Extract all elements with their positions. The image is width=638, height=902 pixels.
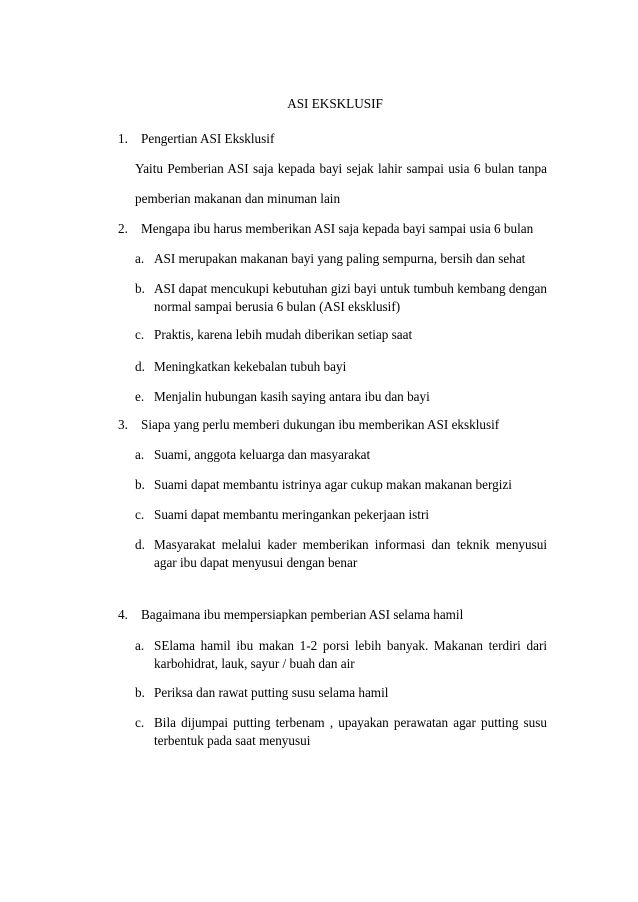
item-text: Praktis, karena lebih mudah diberikan setiap saat	[154, 327, 413, 342]
item-text: ASI merupakan makanan bayi yang paling sempurna, bersih dan sehat	[154, 251, 526, 266]
item-text: ASI dapat mencukupi kebutuhan gizi bayi untuk tumbuh kembang dengan normal sampai berusia 6 bulan (ASI eksklusif)	[154, 281, 547, 314]
section-number: 2.	[118, 221, 128, 236]
item-text: Periksa dan rawat putting susu selama hamil	[154, 685, 389, 700]
item-letter: c.	[135, 507, 145, 522]
section-title: Mengapa ibu harus memberikan ASI saja kepada bayi sampai usia 6 bulan	[141, 221, 534, 236]
item-text: Masyarakat melalui kader memberikan informasi dan teknik menyusui agar ibu dapat menyusui dengan benar	[154, 537, 547, 570]
definition-paragraph-line-1: Yaitu Pemberian ASI saja kepada bayi sejak lahir sampai usia 6 bulan tanpa	[135, 161, 547, 176]
item-letter: c.	[135, 715, 145, 730]
item-letter: a.	[135, 638, 145, 653]
item-letter: b.	[135, 281, 145, 296]
section-title: Pengertian ASI Eksklusif	[141, 131, 275, 146]
item-text: SElama hamil ibu makan 1-2 porsi lebih banyak. Makanan terdiri dari karbohidrat, lauk, sayur / buah dan air	[154, 638, 547, 671]
section-title: Bagaimana ibu mempersiapkan pemberian ASI selama hamil	[141, 607, 464, 622]
item-letter: e.	[135, 389, 145, 404]
definition-paragraph-line-2: pemberian makanan dan minuman lain	[135, 191, 341, 206]
item-text: Suami, anggota keluarga dan masyarakat	[154, 447, 371, 462]
document-title: ASI EKSKLUSIF	[287, 96, 383, 111]
item-text: Suami dapat membantu meringankan pekerjaan istri	[154, 507, 430, 522]
item-letter: b.	[135, 685, 145, 700]
item-letter: d.	[135, 359, 145, 374]
section-number: 1.	[118, 131, 128, 146]
item-letter: c.	[135, 327, 145, 342]
item-letter: a.	[135, 447, 145, 462]
item-text: Meningkatkan kekebalan tubuh bayi	[154, 359, 347, 374]
item-text: Bila dijumpai putting terbenam , upayakan perawatan agar putting susu terbentuk pada saat menyusui	[154, 715, 547, 748]
item-letter: b.	[135, 477, 145, 492]
item-text: Menjalin hubungan kasih saying antara ibu dan bayi	[154, 389, 430, 404]
section-number: 3.	[118, 417, 128, 432]
item-letter: d.	[135, 537, 145, 552]
item-letter: a.	[135, 251, 145, 266]
section-number: 4.	[118, 607, 128, 622]
item-text: Suami dapat membantu istrinya agar cukup makan makanan bergizi	[154, 477, 512, 492]
section-title: Siapa yang perlu memberi dukungan ibu memberikan ASI eksklusif	[141, 417, 500, 432]
